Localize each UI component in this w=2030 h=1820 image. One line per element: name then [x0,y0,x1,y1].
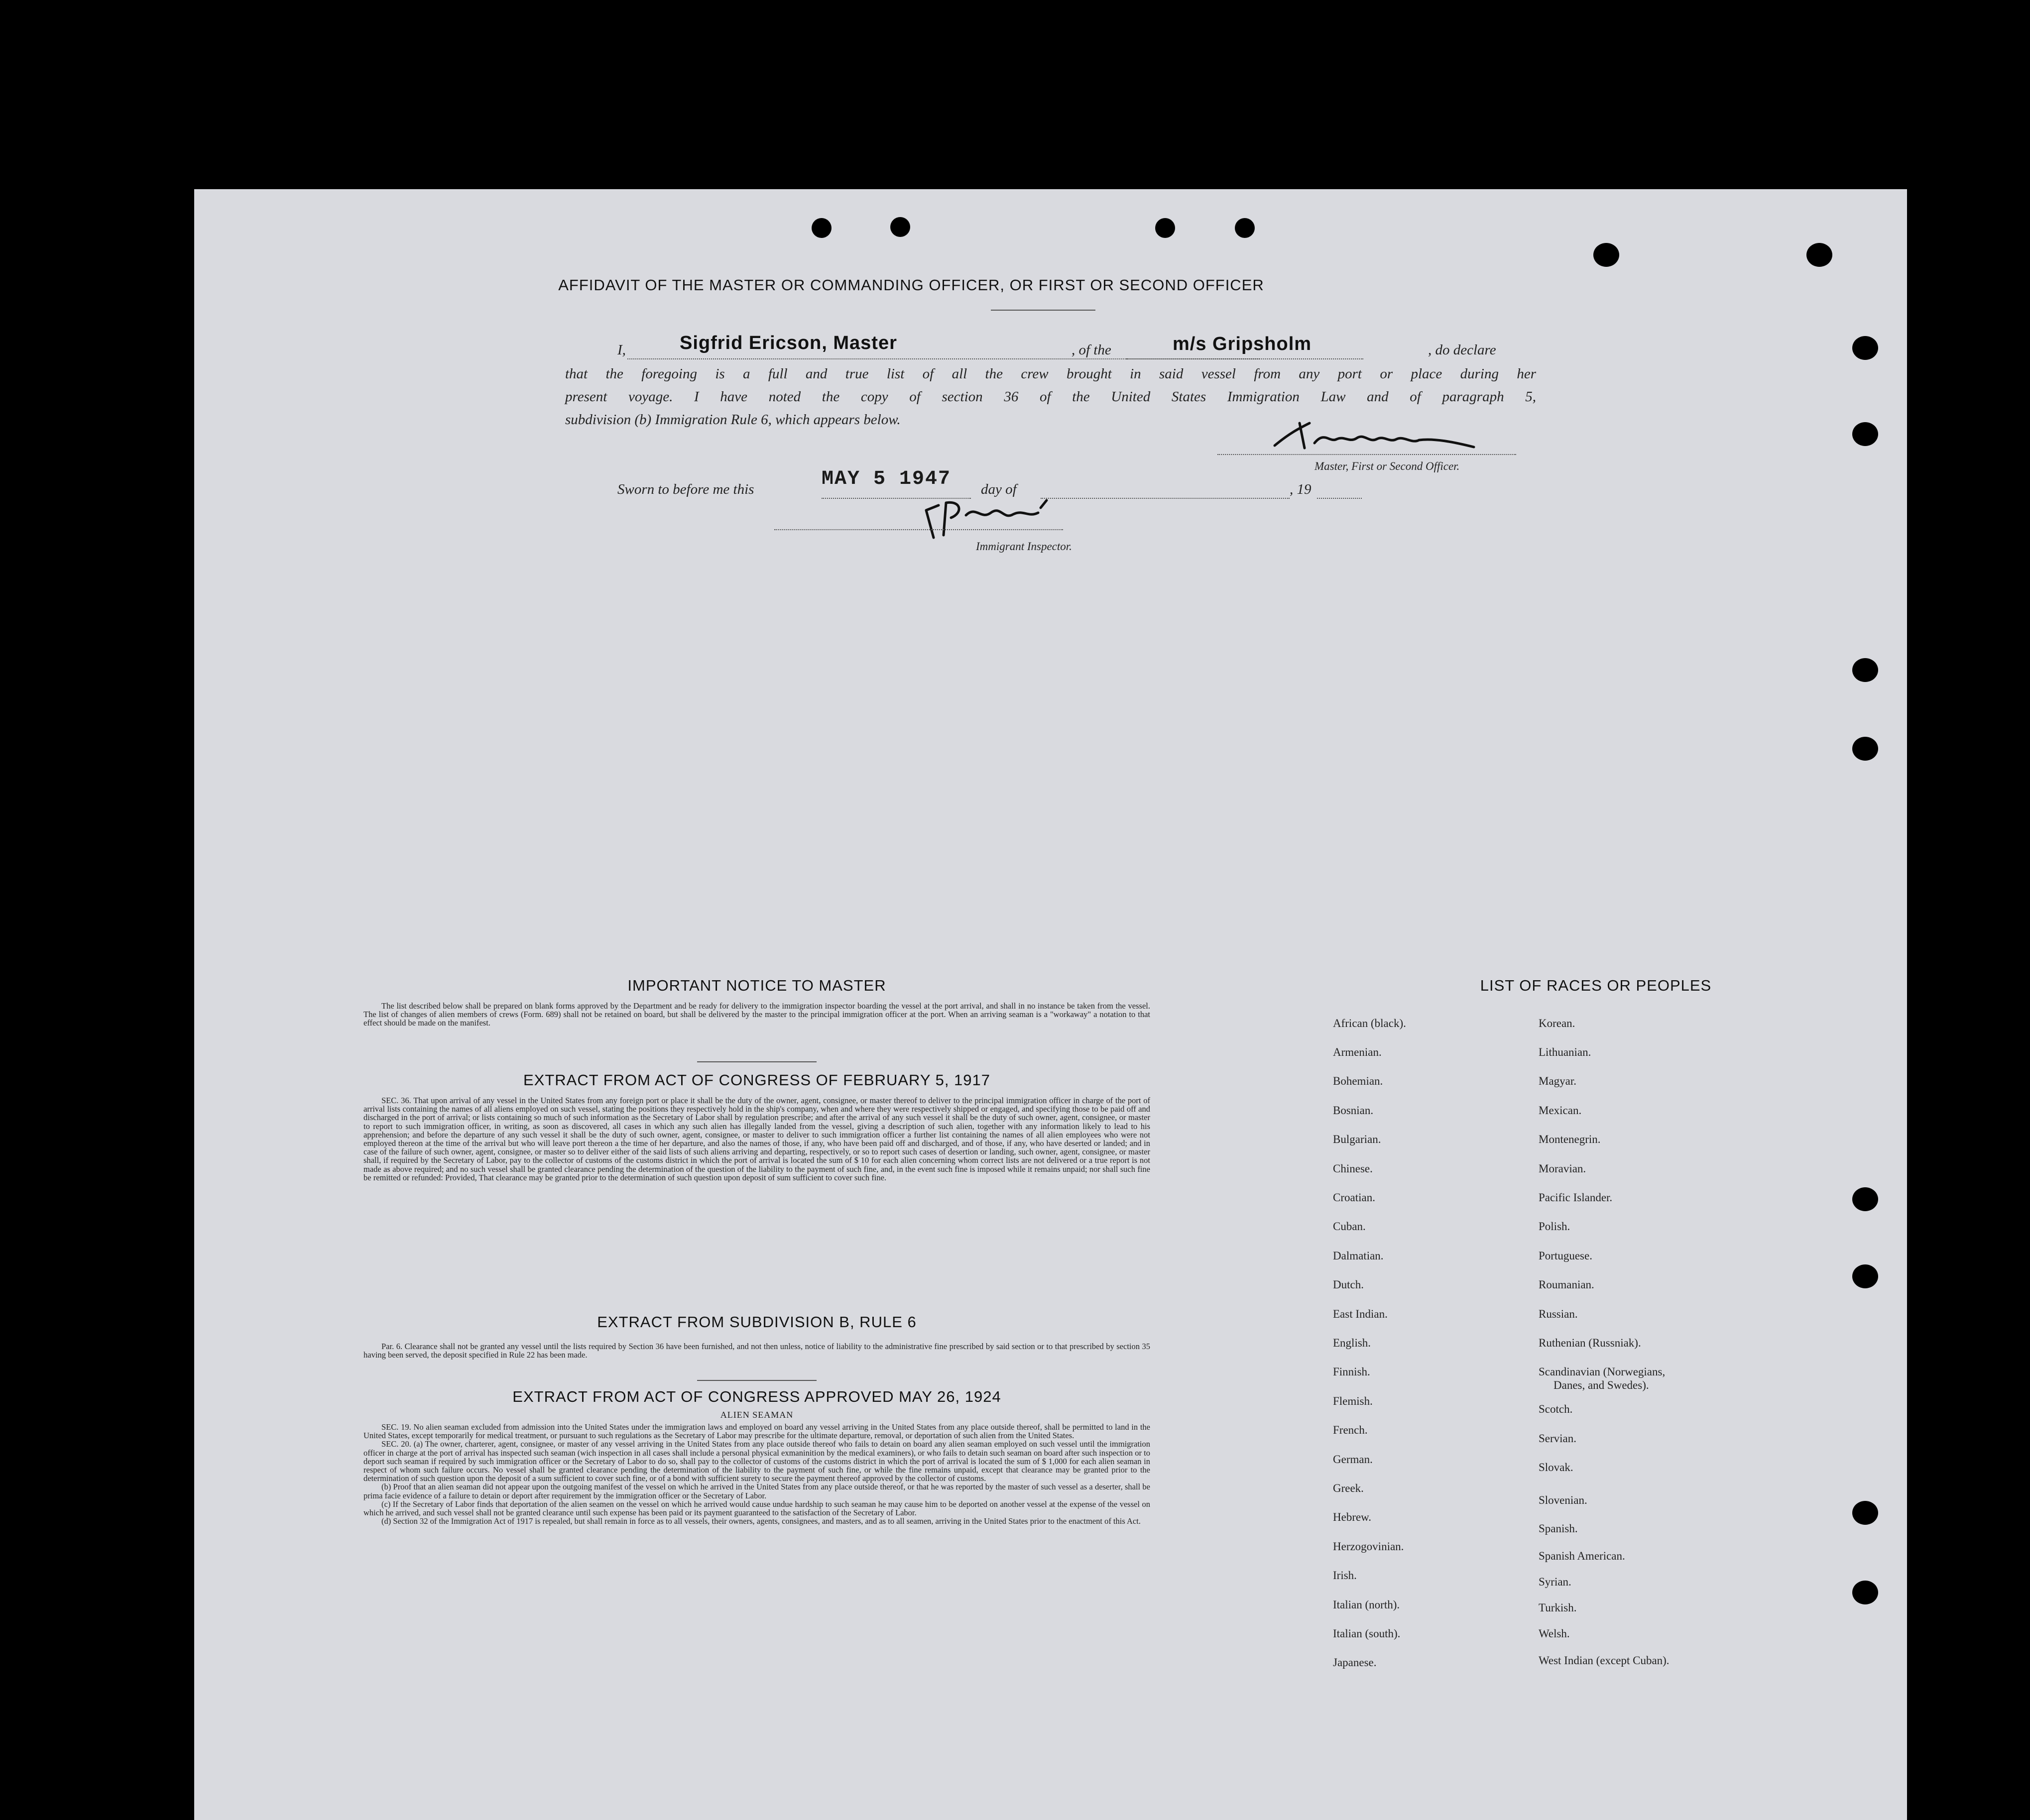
inspector-signature [916,490,1066,545]
race-item: Polish. [1539,1220,1570,1233]
race-item: Turkish. [1539,1601,1577,1614]
race-item: Cuban. [1333,1220,1366,1233]
punch-hole [1852,1264,1878,1288]
extract-1917-title: EXTRACT FROM ACT OF CONGRESS OF FEBRUARY 5, 1917 [523,1071,991,1089]
punch-hole [1806,243,1832,267]
year-prefix-label: , 19 [1290,481,1312,497]
affidavit-title: AFFIDAVIT OF THE MASTER OR COMMANDING OFFICER, OR FIRST OR SECOND OFFICER [558,276,1264,294]
extract-1924-body [363,1423,1150,1525]
race-item: Croatian. [1333,1191,1375,1204]
sworn-label: Sworn to before me this [617,481,754,497]
race-item: Lithuanian. [1539,1046,1591,1058]
race-item: Scandinavian (Norwegians, [1539,1365,1666,1378]
race-item: East Indian. [1333,1308,1388,1320]
form-page [194,189,1907,1820]
punch-hole [1235,218,1255,238]
race-item: Mexican. [1539,1104,1582,1117]
race-item: Magyar. [1539,1075,1577,1087]
officer-caption: Master, First or Second Officer. [1314,460,1460,472]
race-item: German. [1333,1453,1373,1466]
race-item: English. [1333,1337,1371,1349]
extract-rule6-title: EXTRACT FROM SUBDIVISION B, RULE 6 [597,1313,917,1331]
races-title: LIST OF RACES OR PEOPLES [1480,977,1712,994]
race-item: West Indian (except Cuban). [1539,1654,1670,1667]
race-item: French. [1333,1424,1368,1436]
race-item: Flemish. [1333,1395,1373,1407]
punch-hole [1155,218,1175,238]
inspector-signature-line [774,529,1063,530]
extract-1924-subtitle: ALIEN SEAMAN [720,1410,794,1420]
do-declare-label: , do declare [1428,342,1496,358]
year-line [1317,498,1362,499]
race-item: Scotch. [1539,1403,1573,1415]
punch-hole [1852,737,1878,761]
race-item: Slovenian. [1539,1494,1587,1506]
declaration-line-3: present voyage. I have noted the copy of section 36 of the United States Immigration Law and of paragraph 5, [565,389,1536,405]
race-item: Ruthenian (Russniak). [1539,1337,1641,1349]
race-item: Portuguese. [1539,1250,1592,1262]
punch-hole [1852,1187,1878,1211]
sec20d-paragraph: (d) Section 32 of the Immigration Act of 1917 is repealed, but shall remain in force as to all vessels, their owners, agents, consignees, and masters, and as to all seamen, arriving in the United States prior to the enactment of this Act. [381,1516,1141,1526]
sworn-date-stamp: MAY 5 1947 [822,468,952,490]
rule6-divider [697,1380,817,1381]
declaration-line-4: subdivision (b) Immigration Rule 6, which appears below. [565,412,901,428]
master-name-field: Sigfrid Ericson, Master [680,333,897,353]
race-item: Greek. [1333,1482,1364,1494]
punch-hole [812,218,832,238]
race-item: Roumanian. [1539,1278,1594,1291]
race-item: Bulgarian. [1333,1133,1381,1145]
extract-rule6-body: Par. 6. Clearance shall not be granted any vessel until the lists required by Section 36 have been furnished, and not then unless, notice of liability to the administrative fine prescribed by said section or to that prescribed by section 35 having been served, the deposit specified in Rule 22 has been made. [363,1342,1150,1360]
punch-hole [1852,422,1878,446]
race-item: Korean. [1539,1017,1575,1029]
race-item: Bohemian. [1333,1075,1383,1087]
race-item: Dutch. [1333,1278,1364,1291]
race-item: Danes, and Swedes). [1553,1379,1649,1391]
race-item: Finnish. [1333,1365,1370,1378]
race-item: Slovak. [1539,1461,1573,1474]
vessel-name-field: m/s Gripsholm [1173,334,1312,354]
race-item: Pacific Islander. [1539,1191,1613,1204]
sec19-paragraph: SEC. 19. No alien seaman excluded from admission into the United States under the immigration laws and employed on board any vessel arriving in the United States from any place outside thereof, shall be permitted to land in the United States, except temporarily for medical treatment, or pursuant to such regulations as the Secretary of Labor may prescribe for the ultimate departure, removal, or deportation of such alien from the United States. [363,1422,1150,1441]
day-of-label: day of [981,481,1017,497]
race-item: Syrian. [1539,1576,1571,1588]
race-item: Italian (south). [1333,1627,1401,1640]
race-item: Spanish. [1539,1522,1578,1535]
declaration-line-2: that the foregoing is a full and true list of all the crew brought in said vessel from any port or place during her [565,366,1536,382]
month-line [1041,498,1290,499]
sec20a-paragraph: SEC. 20. (a) The owner, charterer, agent, consignee, or master of any vessel arriving in the United States from any place outside thereof who fails to detain on board any alien seaman employed on such vessel until the immigration officer in charge at the port of arrival has inspected such seaman (wich inspection in all cases shall include a personal physical exmaninition by the medical examiners), or who fails to detain such seaman on board after such inspection or to deport such seaman if required by such immigration officer or the Secretary of Labor to do so, shall pay to the collector of customs of the customs district in which the port of arrival is located the sum of $ 1,000 for each alien seaman in respect of whom such failure occurs. No vessel shall be granted clearance pending the determination of the liability to the payment of such fine, or while the fine remains unpaid, except that clearance may be granted prior to the determination of such question upon the deposit of a sum sufficient to cover such fine, or of a bond with sufficient surety to secure the payment thereof approved by the collector of customs. [363,1439,1150,1483]
race-item: Irish. [1333,1569,1357,1582]
notice-divider [697,1061,817,1062]
punch-hole [1852,1581,1878,1604]
vessel-name-line [1126,358,1363,359]
race-item: Spanish American. [1539,1550,1625,1562]
extract-1924-title: EXTRACT FROM ACT OF CONGRESS APPROVED MAY 26, 1924 [512,1388,1001,1405]
sec20b-paragraph: (b) Proof that an alien seaman did not appear upon the outgoing manifest of the vessel on which he arrived in the United States from any place outside thereof, or that he was reported by the master of such vessel as a deserter, shall be prima facie evidence of a failure to detain or deport after requirement by the immigration officer or the Secretary of Labor. [363,1482,1150,1500]
race-item: Hebrew. [1333,1511,1372,1523]
i-label: I, [617,342,626,358]
title-divider [991,310,1095,311]
race-item: Russian. [1539,1308,1578,1320]
extract-1917-body: SEC. 36. That upon arrival of any vessel in the United States from any foreign port or place it shall be the duty of the owner, agent, consignee, or master thereof to deliver to the principal immigration officer in charge of the port of arrival lists containing the names of all aliens employed on such vessel, stating the positions they respectively hold in the ship's company, when and where they were respectively shipped or engaged, and specifying those to be paid off and discharged in the port of arrival; or lists containing so much of such information as the Secretary of Labor shall by regulation prescribe; and after the arrival of any such vessel it shall be the duty of such owner, agent, consignee, or master to report to such immigration officer, in writing, as soon as discovered, all cases in which any such alien has illegally landed from the vessel, giving a description of such alien, together with any information likely to lead to his apprehension; and before the departure of any such vessel it shall be the duty of such owner, agent, consignee, or master to deliver to such immigration officer a further list containing the names of all alien employees who were not employed thereon at the time of the arrival but who will leave port thereon a the time of her departure, and also the names of those, if any, who have been paid off and discharged, and of those, if any, who have deserted or landed; and in case of the failure of such owner, agent, consignee, or master so to deliver either of the said lists of such aliens arriving and departing, respectively, or so to report such cases of desertion or landing, such owner, agent, consignee, or master shall, if required by the Secretary of Labor, pay to the collector of customs of the customs district in which the port of arrival is located the sum of $ 10 for each alien concerning whom correct lists are not delivered or a true report is not made as above required; and no such vessel shall be granted clearance pending the determination of the question of the liability to the payment of such fine, and, in the event such fine is imposed while it remains unpaid; nor shall such fine be remitted or refunded: Provided, That clearance may be granted prior to the determination of such question upon deposit of sum sufficient to cover such fine. [363,1096,1150,1182]
race-item: Welsh. [1539,1627,1570,1640]
race-item: Servian. [1539,1432,1577,1445]
race-item: Herzogovinian. [1333,1540,1404,1553]
race-item: Italian (north). [1333,1598,1400,1611]
race-item: Moravian. [1539,1162,1586,1175]
punch-hole [1593,243,1619,267]
race-item: Montenegrin. [1539,1133,1601,1145]
notice-title: IMPORTANT NOTICE TO MASTER [627,977,886,994]
master-signature [1270,418,1479,458]
race-item: Japanese. [1333,1656,1377,1669]
notice-body: The list described below shall be prepared on blank forms approved by the Department and be ready for delivery to the immigration inspector boarding the vessel at the port arrival, and shall in no instance be taken from the vessel. The list of changes of alien members of crews (Form. 689) shall not be retained on board, but shall be delivered by the master to the principal immigration officer at the port. When an arriving seaman is a "workaway" a notation to that effect should be made on the manifest. [363,1001,1150,1028]
race-item: Chinese. [1333,1162,1373,1175]
race-item: Dalmatian. [1333,1250,1384,1262]
punch-hole [1852,1501,1878,1525]
race-item: Bosnian. [1333,1104,1374,1117]
inspector-caption: Immigrant Inspector. [976,540,1072,553]
of-the-label: , of the [1072,342,1111,358]
punch-hole [1852,336,1878,360]
sec20c-paragraph: (c) If the Secretary of Labor finds that deportation of the alien seamen on the vessel on which he arrived would cause undue hardship to such seaman he may cause him to be deported on another vessel at the expense of the vessel on which he arrived, and such vessel shall not be granted clearance until such expense has been paid or its payment guaranteed to the satisfaction of the Secretary of Labor. [363,1499,1150,1518]
officer-signature-line [1217,454,1516,455]
punch-hole [1852,658,1878,682]
race-item: African (black). [1333,1017,1406,1029]
race-item: Armenian. [1333,1046,1382,1058]
punch-hole [890,217,910,237]
